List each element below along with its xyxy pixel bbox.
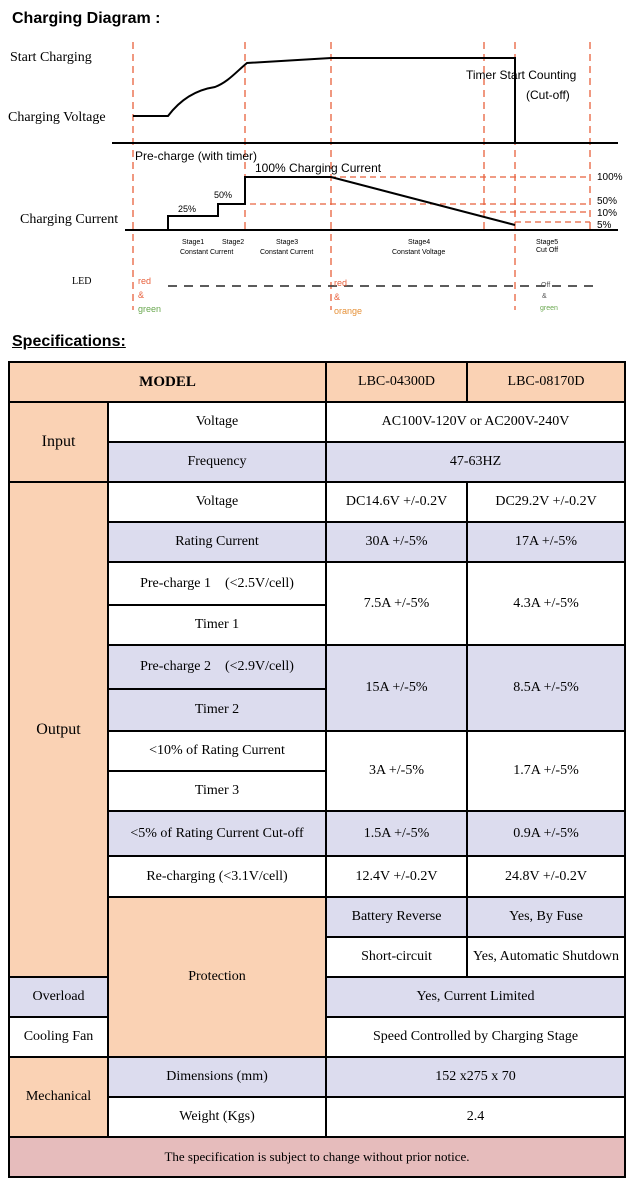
row-label: Overload	[9, 977, 108, 1017]
stage2-title: Stage2	[222, 239, 245, 246]
label-step-25: 25%	[178, 204, 197, 214]
row-value-m2: 8.5A +/-5%	[467, 645, 625, 731]
label-pct-10: 10%	[597, 208, 618, 219]
stage3-title: Stage3	[276, 239, 299, 246]
row-value-m2: 4.3A +/-5%	[467, 562, 625, 645]
row-label: Re-charging (<3.1V/cell)	[108, 856, 326, 897]
model-1-header: LBC-04300D	[326, 362, 467, 402]
table-row	[9, 402, 625, 442]
row-label: Rating Current	[108, 522, 326, 562]
label-pct-100: 100%	[597, 172, 623, 183]
stage1-mode: Constant Current	[180, 249, 234, 256]
model-2-header: LBC-08170D	[467, 362, 625, 402]
led-stage1-red: red	[138, 276, 152, 286]
stage4-title: Stage4	[408, 239, 431, 246]
spec-table	[8, 361, 626, 1178]
label-precharge-timer: Pre-charge (with timer)	[135, 149, 258, 163]
label-cutoff: (Cut-off)	[526, 88, 570, 102]
row-value-m2: 0.9A +/-5%	[467, 811, 625, 856]
spec-title: Specifications:	[12, 333, 126, 350]
row-value: Speed Controlled by Charging Stage	[326, 1017, 625, 1057]
row-value: AC100V-120V or AC200V-240V	[326, 402, 625, 442]
led-stage1-green: green	[138, 304, 162, 314]
label-charging-voltage: Charging Voltage	[8, 110, 106, 125]
led-stage4-amp: &	[334, 292, 341, 302]
row-value: 152 x275 x 70	[326, 1057, 625, 1097]
label-pct-50: 50%	[597, 196, 618, 207]
group-protection: Protection	[108, 897, 326, 1057]
label-charging-current: Charging Current	[20, 212, 119, 227]
led-stage5-amp: &	[542, 293, 547, 300]
led-stage1-amp: &	[138, 290, 145, 300]
row-value: 47-63HZ	[326, 442, 625, 482]
table-row	[9, 482, 625, 522]
label-timer-start: Timer Start Counting	[466, 68, 577, 82]
row-value-m2: DC29.2V +/-0.2V	[467, 482, 625, 522]
row-value: Yes, Automatic Shutdown	[467, 937, 625, 977]
model-header: MODEL	[9, 362, 326, 402]
row-label: Weight (Kgs)	[108, 1097, 326, 1137]
row-label: Voltage	[108, 482, 326, 522]
table-row	[9, 362, 625, 402]
group-input: Input	[9, 402, 108, 482]
stage5-title: Stage5	[536, 239, 559, 246]
led-stage4-orange: orange	[334, 306, 363, 316]
label-led: LED	[72, 276, 92, 287]
row-label: Pre-charge 1 (<2.5V/cell)	[108, 562, 326, 605]
led-stage5-green: green	[540, 305, 558, 312]
row-label: Timer 1	[108, 605, 326, 645]
stage1-title: Stage1	[182, 239, 205, 246]
row-label: <10% of Rating Current	[108, 731, 326, 771]
stage4-mode: Constant Voltage	[392, 249, 446, 256]
stage3-mode: Constant Current	[260, 249, 314, 256]
row-label: Cooling Fan	[9, 1017, 108, 1057]
row-value-m1: 30A +/-5%	[326, 522, 467, 562]
stage-guides	[133, 42, 590, 310]
group-output: Output	[9, 482, 108, 977]
table-row	[9, 1137, 625, 1177]
group-mechanical: Mechanical	[9, 1057, 108, 1137]
table-row	[9, 1057, 625, 1097]
diagram-title: Charging Diagram :	[12, 10, 161, 27]
row-value-m1: DC14.6V +/-0.2V	[326, 482, 467, 522]
row-value: Yes, By Fuse	[467, 897, 625, 937]
charging-diagram	[0, 30, 626, 325]
row-label: Dimensions (mm)	[108, 1057, 326, 1097]
stage5-mode: Cut Off	[536, 247, 559, 254]
row-value-m1: 1.5A +/-5%	[326, 811, 467, 856]
row-label: Voltage	[108, 402, 326, 442]
row-label: Timer 3	[108, 771, 326, 811]
row-label: <5% of Rating Current Cut-off	[108, 811, 326, 856]
spec-note: The specification is subject to change without prior notice.	[9, 1137, 625, 1177]
row-value-m2: 24.8V +/-0.2V	[467, 856, 625, 897]
voltage-curve	[133, 58, 515, 143]
row-value-m1: 12.4V +/-0.2V	[326, 856, 467, 897]
label-step-50: 50%	[214, 190, 233, 200]
row-label: Timer 2	[108, 689, 326, 731]
row-value-m1: 3A +/-5%	[326, 731, 467, 811]
row-label: Short-circuit	[326, 937, 467, 977]
row-label: Pre-charge 2 (<2.9V/cell)	[108, 645, 326, 689]
label-pct-5: 5%	[597, 220, 612, 231]
row-value: Yes, Current Limited	[326, 977, 625, 1017]
row-value-m1: 15A +/-5%	[326, 645, 467, 731]
row-label: Battery Reverse	[326, 897, 467, 937]
row-value: 2.4	[326, 1097, 625, 1137]
row-value-m2: 17A +/-5%	[467, 522, 625, 562]
led-stage5-off: Off	[541, 282, 551, 289]
row-label: Frequency	[108, 442, 326, 482]
row-value-m2: 1.7A +/-5%	[467, 731, 625, 811]
label-start-charging: Start Charging	[10, 50, 92, 65]
row-value-m1: 7.5A +/-5%	[326, 562, 467, 645]
label-full-current: 100% Charging Current	[255, 161, 382, 175]
led-stage4-red: red	[334, 278, 348, 288]
